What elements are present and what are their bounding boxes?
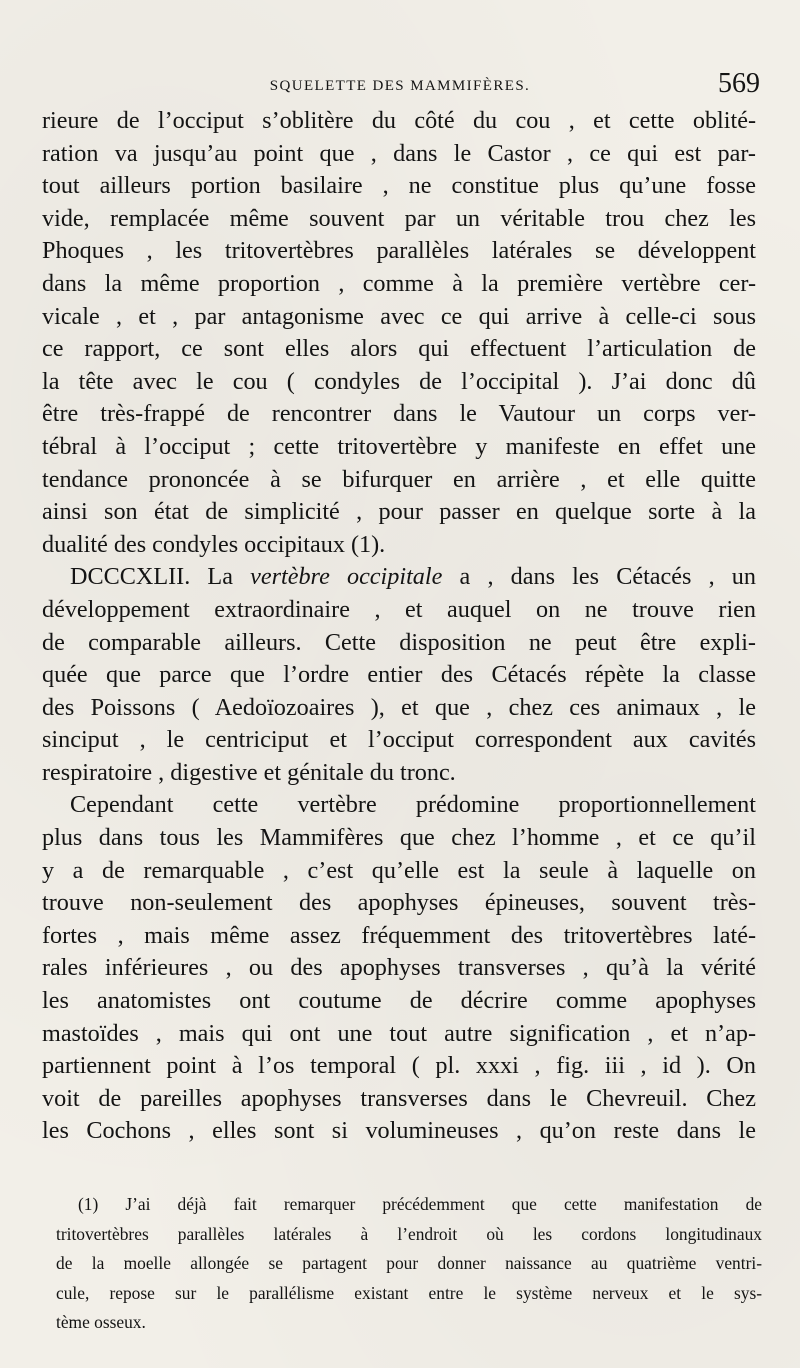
text-line: des Poissons ( Aedoïozoaires ), et que , chez ces animaux , le: [42, 693, 756, 721]
text-line: tendance prononcée à se bifurquer en arrière , et elle quitte: [42, 465, 756, 493]
footnote-line: de la moelle allongée se partagent pour donner naissance au quatrième ventri-: [56, 1253, 762, 1274]
text-line: de comparable ailleurs. Cette disposition ne peut être expli-: [42, 628, 756, 656]
text-line: plus dans tous les Mammifères que chez l’homme , et ce qu’il: [42, 824, 756, 852]
text-fragment: a , dans les Cétacés , un: [442, 563, 756, 591]
text-line: partiennent point à l’os temporal ( pl. xxxi , fig. iii , id ). On: [42, 1052, 756, 1080]
footnotes: [56, 1190, 762, 1338]
page-number: 569: [718, 68, 760, 99]
page-header: [40, 68, 760, 108]
text-line: vide, remplacée même souvent par un véritable trou chez les: [42, 204, 756, 232]
footnote-line: tritovertèbres parallèles latérales à l’endroit où les cordons longitudinaux: [56, 1223, 762, 1244]
text-line: ration va jusqu’au point que , dans le Castor , ce qui est par-: [42, 139, 756, 167]
text-line: dans la même proportion , comme à la première vertèbre cer-: [42, 269, 756, 297]
text-line: Cependant cette vertèbre prédomine proportionnellement: [70, 791, 756, 819]
body-text: [42, 105, 756, 1148]
footnote-line: (1) J’ai déjà fait remarquer précédemment que cette manifestation de: [78, 1194, 762, 1214]
text-line: rieure de l’occiput s’oblitère du côté du cou , et cette oblité-: [42, 107, 756, 134]
text-line: rales inférieures , ou des apophyses transverses , qu’à la vérité: [42, 954, 756, 982]
text-line: tout ailleurs portion basilaire , ne constitue plus qu’une fosse: [42, 172, 756, 200]
text-line: fortes , mais même assez fréquemment des tritovertèbres laté-: [42, 921, 756, 949]
text-line: y a de remarquable , c’est qu’elle est la seule à laquelle on: [42, 856, 756, 884]
text-line: tébral à l’occiput ; cette tritovertèbre y manifeste en effet une: [42, 432, 756, 460]
text-line: dualité des condyles occipitaux (1).: [42, 530, 386, 558]
text-line: développement extraordinaire , et auquel on ne trouve rien: [42, 595, 756, 623]
paragraph-opening-line: [42, 561, 756, 594]
footnote-line: cule, repose sur le parallélisme existant entre le système nerveux et le sys-: [56, 1282, 762, 1303]
running-head: SQUELETTE DES MAMMIFÈRES.: [269, 78, 531, 94]
text-line: Phoques , les tritovertèbres parallèles latérales se développent: [42, 237, 756, 265]
italic-term: vertèbre occipitale: [250, 563, 443, 591]
text-line: respiratoire , digestive et génitale du tronc.: [42, 758, 456, 786]
text-line: quée que parce que l’ordre entier des Cétacés répète la classe: [42, 661, 756, 689]
text-line: sinciput , le centriciput et l’occiput correspondent aux cavités: [42, 726, 756, 754]
text-line: les anatomistes ont coutume de décrire comme apophyses: [42, 987, 756, 1015]
text-line: voit de pareilles apophyses transverses dans le Chevreuil. Chez: [42, 1084, 756, 1112]
text-line: ce rapport, ce sont elles alors qui effectuent l’articulation de: [42, 335, 756, 363]
text-line: ainsi son état de simplicité , pour passer en quelque sorte à la: [42, 498, 756, 526]
footnote-line: tème osseux.: [56, 1312, 146, 1333]
section-number: DCCCXLII. La: [70, 563, 251, 591]
text-line: la tête avec le cou ( condyles de l’occipital ). J’ai donc dû: [42, 367, 756, 395]
text-line: les Cochons , elles sont si volumineuses , qu’on reste dans le: [42, 1117, 756, 1145]
text-line: vicale , et , par antagonisme avec ce qui arrive à celle-ci sous: [42, 302, 756, 330]
text-line: mastoïdes , mais qui ont une tout autre signification , et n’ap-: [42, 1019, 756, 1047]
text-line: être très-frappé de rencontrer dans le Vautour un corps ver-: [42, 400, 756, 428]
text-line: trouve non-seulement des apophyses épineuses, souvent très-: [42, 889, 756, 917]
